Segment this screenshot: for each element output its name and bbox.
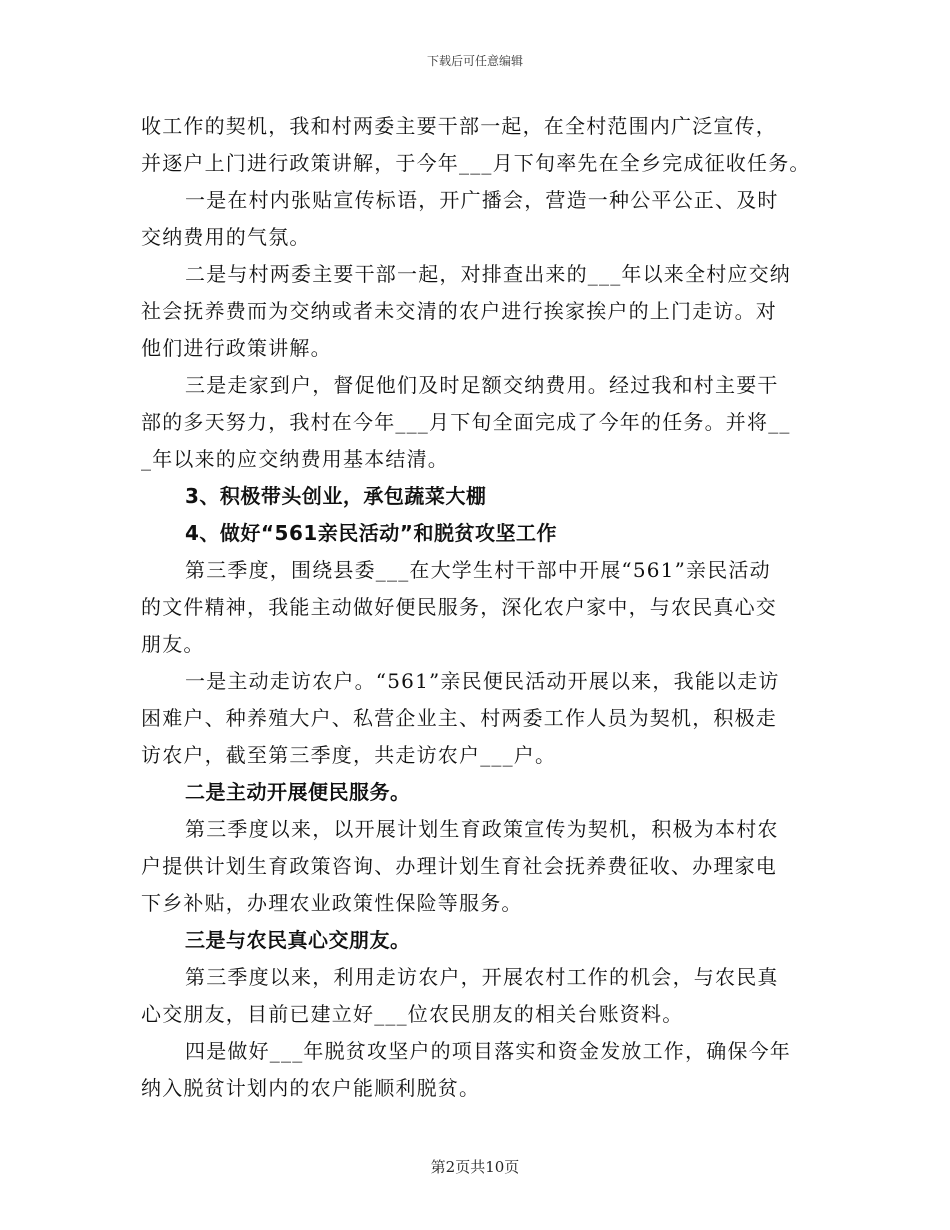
paragraph-line: 的文件精神，我能主动做好便民服务，深化农户家中，与农民真心交 [141, 595, 777, 619]
document-body [141, 108, 813, 1107]
paragraph-line: 并逐户上门进行政策讲解，于今年___月下旬率先在全乡完成征收任务。 [141, 151, 811, 175]
paragraph-line: 困难户、种养殖大户、私营企业主、村两委工作人员为契机，积极走 [141, 706, 777, 730]
paragraph-line: 第三季度，围绕县委___在大学生村干部中开展“561”亲民活动 [185, 558, 771, 582]
paragraph-line: 第三季度以来，以开展计划生育政策宣传为契机，积极为本村农 [185, 817, 779, 841]
paragraph-line: 纳入脱贫计划内的农户能顺利脱贫。 [141, 1076, 481, 1100]
paragraph-line: _年以来的应交纳费用基本结清。 [141, 447, 449, 471]
paragraph-line: 访农户，截至第三季度，共走访农户___户。 [141, 743, 557, 767]
paragraph-line: 收工作的契机，我和村两委主要干部一起，在全村范围内广泛宣传， [141, 114, 777, 138]
paragraph-line: 户提供计划生育政策咨询、办理计划生育社会抚养费征收、办理家电 [141, 854, 777, 878]
paragraph-line: 第三季度以来，利用走访农户，开展农村工作的机会，与农民真 [185, 965, 779, 989]
paragraph-line: 社会抚养费而为交纳或者未交清的农户进行挨家挨户的上门走访。对 [141, 299, 777, 323]
page-header: 下载后可任意编辑 [426, 54, 523, 68]
section-heading: 三是与农民真心交朋友。 [185, 928, 411, 952]
paragraph-line: 朋友。 [141, 632, 205, 656]
paragraph-line: 他们进行政策讲解。 [141, 336, 332, 360]
paragraph-line: 部的多天努力，我村在今年___月下旬全面完成了今年的任务。并将__ [141, 410, 791, 434]
paragraph-line: 三是走家到户，督促他们及时足额交纳费用。经过我和村主要干 [185, 373, 779, 397]
paragraph-line: 一是在村内张贴宣传标语，开广播会，营造一种公平公正、及时 [185, 188, 779, 212]
section-heading: 4、做好“561亲民活动”和脱贫攻坚工作 [185, 521, 557, 545]
paragraph-line: 下乡补贴，办理农业政策性保险等服务。 [141, 891, 523, 915]
paragraph-line: 二是与村两委主要干部一起，对排查出来的___年以来全村应交纳 [185, 262, 791, 286]
paragraph-line: 交纳费用的气氛。 [141, 225, 311, 249]
paragraph-line: 一是主动走访农户。“561”亲民便民活动开展以来，我能以走访 [185, 669, 780, 693]
paragraph-line: 心交朋友，目前已建立好___位农民朋友的相关台账资料。 [141, 1002, 684, 1026]
paragraph-line: 四是做好___年脱贫攻坚户的项目落实和资金发放工作，确保今年 [185, 1039, 791, 1063]
page-footer: 第2页共10页 [430, 1158, 520, 1176]
section-heading: 3、积极带头创业，承包蔬菜大棚 [185, 484, 487, 508]
section-heading: 二是主动开展便民服务。 [185, 780, 411, 804]
